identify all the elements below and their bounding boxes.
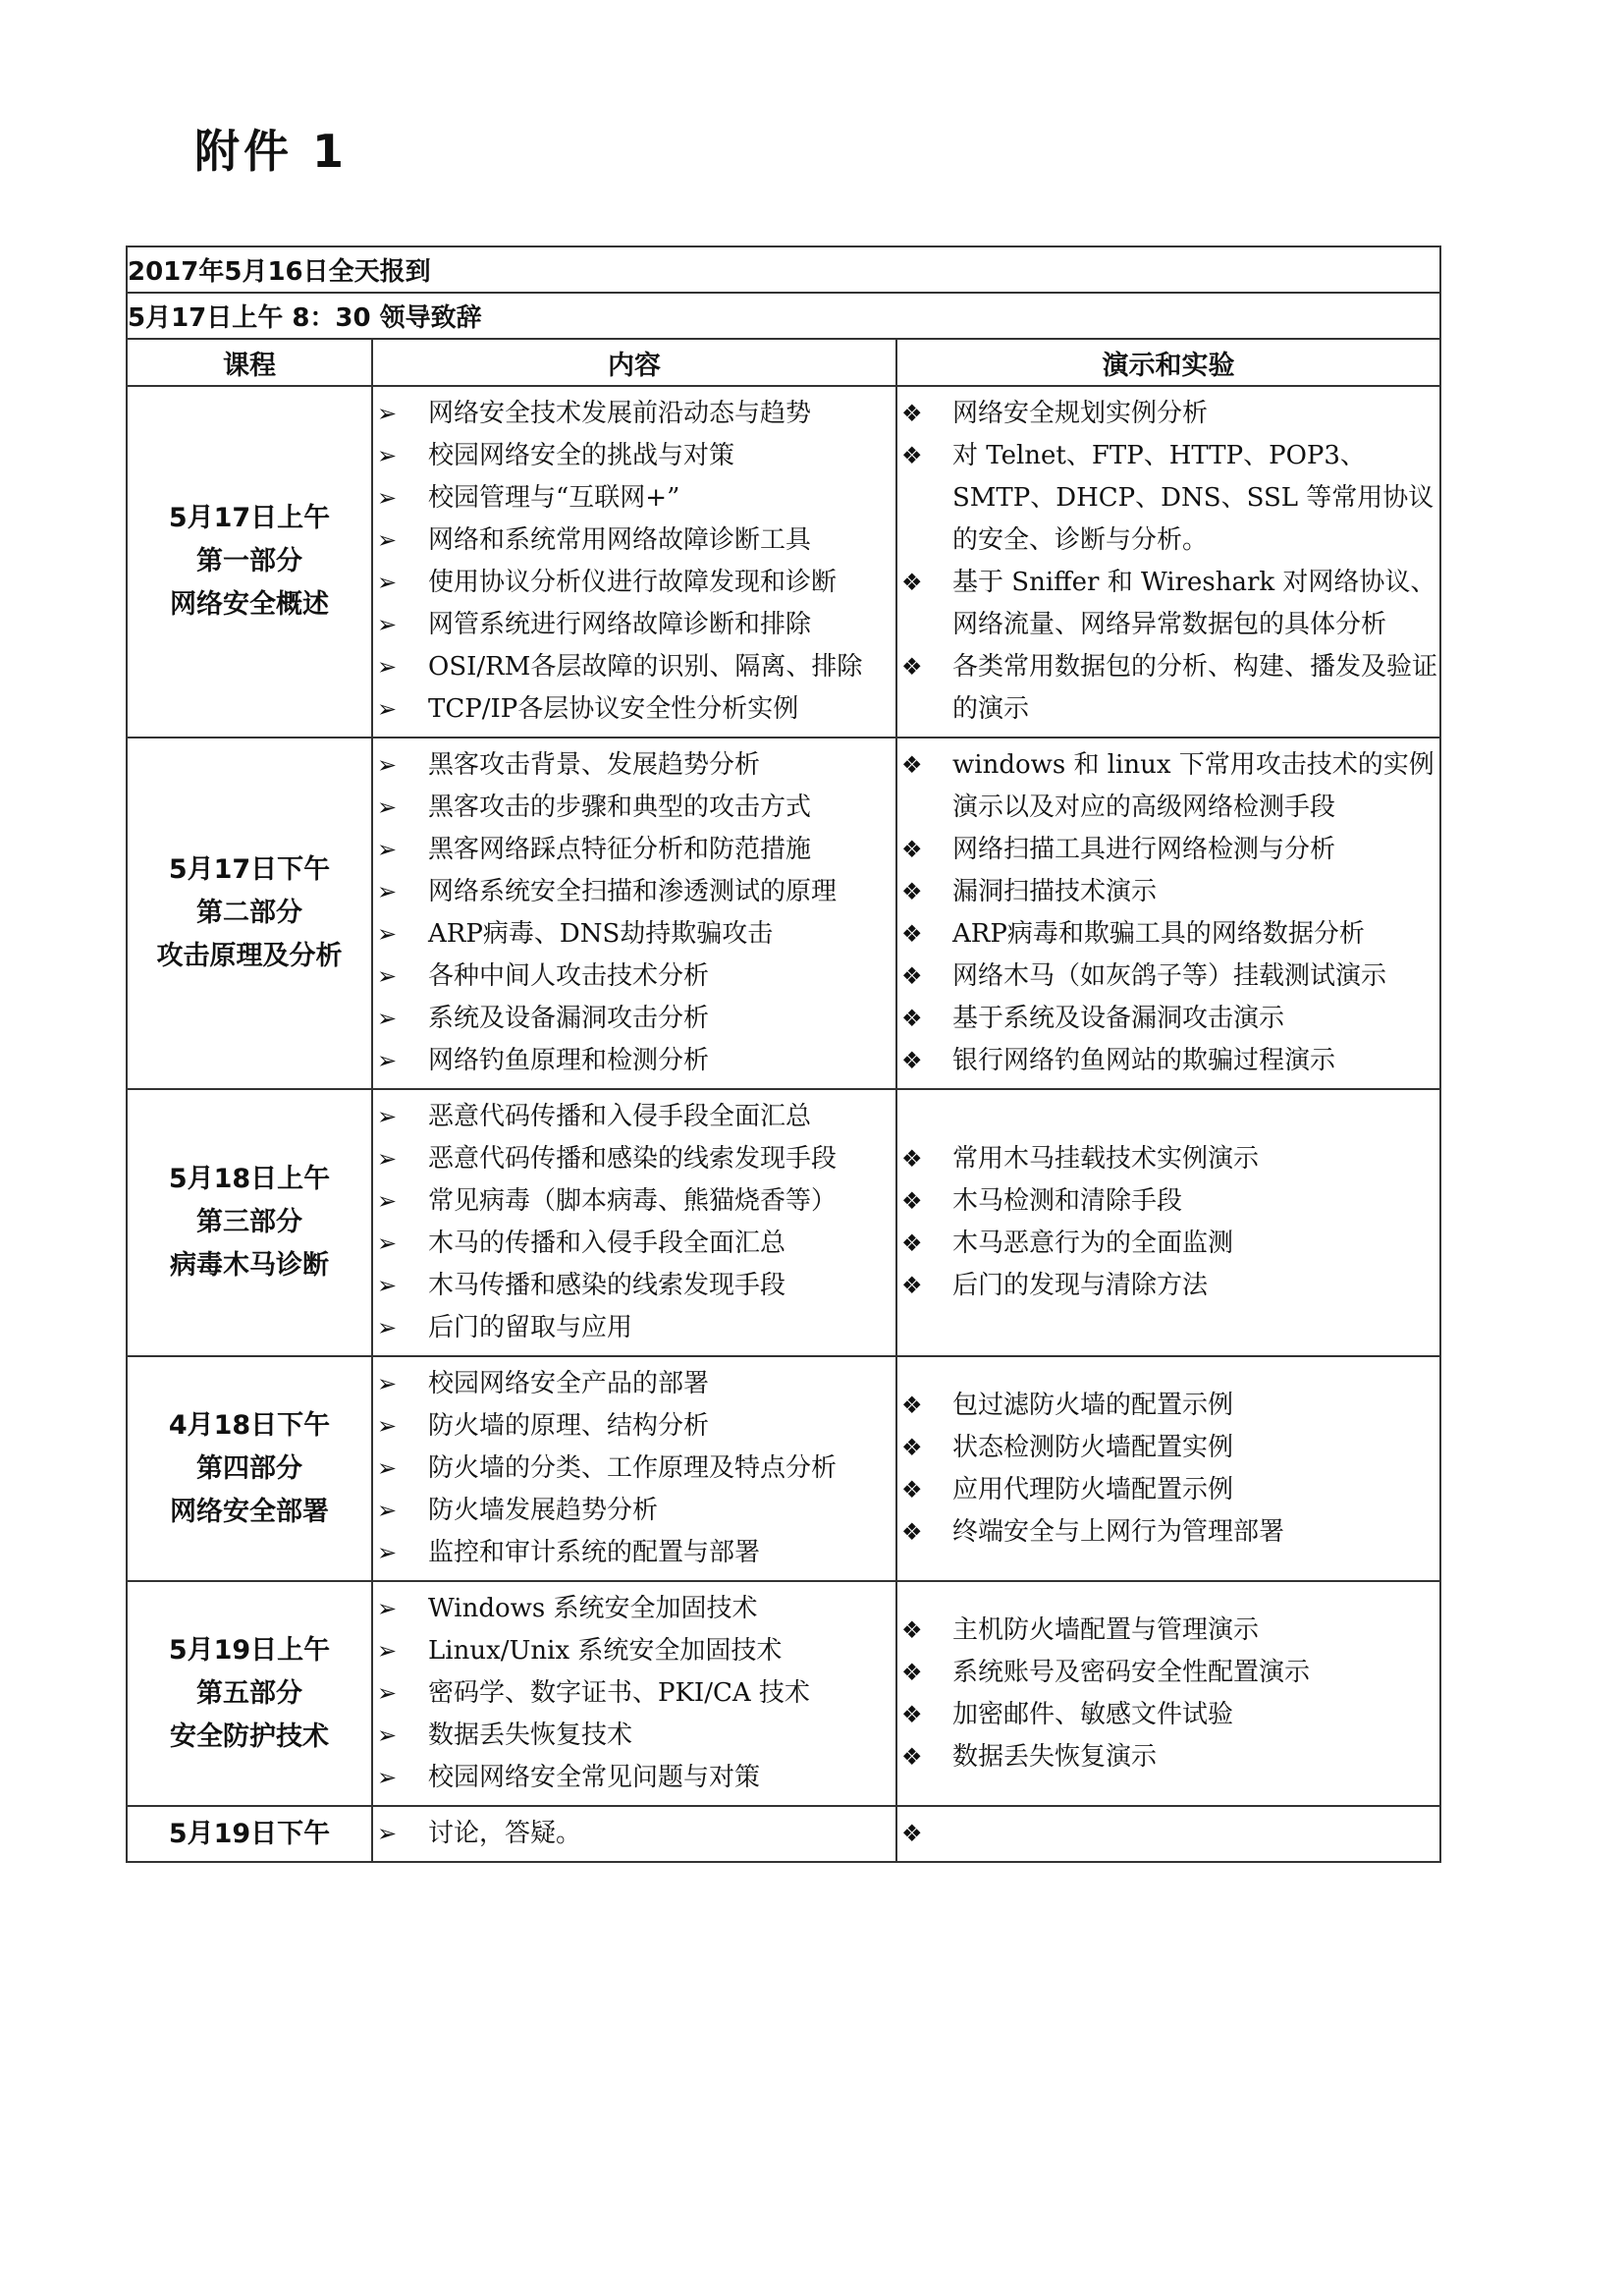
demo-item <box>901 1736 1439 1778</box>
content-list <box>373 1357 895 1580</box>
arrowhead-bullet-icon: ➢ <box>377 1370 398 1397</box>
demo-item <box>901 1265 1439 1307</box>
demo-item <box>901 1813 1439 1855</box>
content-item <box>377 519 895 562</box>
content-list <box>373 738 895 1088</box>
demo-item <box>901 913 1439 956</box>
session-cell <box>127 1581 372 1806</box>
session-time: 4月18日下午 <box>168 1409 331 1441</box>
arrowhead-bullet-icon: ➢ <box>377 962 398 990</box>
demo-item <box>901 1223 1439 1265</box>
content-cell <box>372 1806 896 1862</box>
content-item <box>377 688 895 731</box>
session-cell <box>127 386 372 738</box>
demo-list <box>897 1604 1439 1784</box>
content-cell <box>372 738 896 1089</box>
diamond-bullet-icon: ❖ <box>901 1615 923 1644</box>
demo-item-text: 常用木马挂载技术实例演示 <box>952 1144 1260 1174</box>
demo-item-text: 加密邮件、敏感文件试验 <box>952 1699 1234 1729</box>
diamond-bullet-icon: ❖ <box>901 1517 923 1546</box>
content-item <box>377 1757 895 1799</box>
arrowhead-bullet-icon: ➢ <box>377 569 398 596</box>
demo-item <box>901 1040 1439 1082</box>
content-item <box>377 1672 895 1715</box>
content-item <box>377 1448 895 1490</box>
content-cell <box>372 1356 896 1581</box>
content-item-text: 木马传播和感染的线索发现手段 <box>428 1271 786 1300</box>
demo-cell <box>896 1089 1440 1356</box>
content-item <box>377 1813 895 1855</box>
arrowhead-bullet-icon: ➢ <box>377 1187 398 1215</box>
demo-item-text: 木马检测和清除手段 <box>952 1186 1183 1216</box>
demo-item-text: windows 和 linux 下常用攻击技术的实例演示以及对应的高级网络检测手段 <box>952 750 1435 822</box>
content-item-text: 黑客网络踩点特征分析和防范措施 <box>428 835 812 864</box>
arrowhead-bullet-icon: ➢ <box>377 1272 398 1299</box>
content-item <box>377 604 895 646</box>
opening-text: 5月17日上午 8：30 领导致辞 <box>127 293 1440 339</box>
content-cell <box>372 386 896 738</box>
session-part: 第三部分 <box>196 1207 302 1237</box>
header-demo: 演示和实验 <box>896 339 1440 386</box>
content-item <box>377 1588 895 1630</box>
content-item <box>377 744 895 787</box>
content-item-text: 网络系统安全扫描和渗透测试的原理 <box>428 877 838 906</box>
diamond-bullet-icon: ❖ <box>901 1047 923 1074</box>
header-session: 课程 <box>127 339 372 386</box>
demo-item-text: 包过滤防火墙的配置示例 <box>952 1390 1234 1420</box>
content-item-text: 讨论，答疑。 <box>428 1819 582 1848</box>
content-item <box>377 871 895 913</box>
content-list <box>373 1807 895 1861</box>
demo-cell <box>896 1806 1440 1862</box>
content-item <box>377 1715 895 1757</box>
arrowhead-bullet-icon: ➢ <box>377 1539 398 1566</box>
content-item <box>377 1490 895 1532</box>
arrowhead-bullet-icon: ➢ <box>377 1722 398 1749</box>
demo-item-text: 对 Telnet、FTP、HTTP、POP3、SMTP、DHCP、DNS、SSL 等常用协议的安全、诊断与分析。 <box>952 441 1435 555</box>
content-item <box>377 1363 895 1405</box>
diamond-bullet-icon: ❖ <box>901 1005 923 1032</box>
arrowhead-bullet-icon: ➢ <box>377 1145 398 1173</box>
content-item-text: 网络钓鱼原理和检测分析 <box>428 1046 710 1075</box>
demo-item <box>901 562 1439 646</box>
arrowhead-bullet-icon: ➢ <box>377 1820 398 1847</box>
demo-list <box>897 1379 1439 1559</box>
demo-list <box>897 738 1439 1088</box>
content-item <box>377 1138 895 1180</box>
diamond-bullet-icon: ❖ <box>901 878 923 905</box>
session-time: 5月17日下午 <box>168 854 331 885</box>
content-item <box>377 1532 895 1574</box>
demo-item <box>901 1427 1439 1469</box>
arrowhead-bullet-icon: ➢ <box>377 1497 398 1524</box>
demo-cell <box>896 1356 1440 1581</box>
demo-item-text: 后门的发现与清除方法 <box>952 1271 1209 1300</box>
page-heading: 附件 1 <box>194 125 349 178</box>
arrowhead-bullet-icon: ➢ <box>377 1595 398 1622</box>
content-item <box>377 1096 895 1138</box>
diamond-bullet-icon: ❖ <box>901 1700 923 1728</box>
demo-item-text: 各类常用数据包的分析、构建、播发及验证的演示 <box>952 652 1438 724</box>
content-item-text: 校园管理与“互联网+” <box>428 483 680 513</box>
content-list <box>373 1090 895 1355</box>
content-item-text: 各种中间人攻击技术分析 <box>428 961 710 991</box>
arrowhead-bullet-icon: ➢ <box>377 695 398 723</box>
demo-item-text: ARP病毒和欺骗工具的网络数据分析 <box>952 919 1365 949</box>
diamond-bullet-icon: ❖ <box>901 962 923 990</box>
demo-cell <box>896 738 1440 1089</box>
content-item <box>377 1223 895 1265</box>
demo-list <box>897 387 1439 737</box>
diamond-bullet-icon: ❖ <box>901 836 923 863</box>
schedule-table <box>126 246 1441 1863</box>
diamond-bullet-icon: ❖ <box>901 1145 923 1173</box>
opening-row <box>127 293 1440 339</box>
content-item-text: 后门的留取与应用 <box>428 1313 633 1342</box>
demo-item <box>901 1180 1439 1223</box>
demo-list <box>897 1132 1439 1313</box>
content-item <box>377 562 895 604</box>
content-list <box>373 387 895 737</box>
column-header-row <box>127 339 1440 386</box>
arrowhead-bullet-icon: ➢ <box>377 920 398 948</box>
demo-item <box>901 393 1439 435</box>
content-item <box>377 998 895 1040</box>
demo-item-text: 漏洞扫描技术演示 <box>952 877 1158 906</box>
content-item-text: 木马的传播和入侵手段全面汇总 <box>428 1229 786 1258</box>
content-item-text: 黑客攻击的步骤和典型的攻击方式 <box>428 793 812 822</box>
content-item <box>377 787 895 829</box>
arrowhead-bullet-icon: ➢ <box>377 1047 398 1074</box>
session-part: 第五部分 <box>196 1677 302 1709</box>
content-cell <box>372 1581 896 1806</box>
content-item-text: 使用协议分析仪进行故障发现和诊断 <box>428 568 838 597</box>
demo-item <box>901 1694 1439 1736</box>
content-item <box>377 1265 895 1307</box>
content-item-text: Linux/Unix 系统安全加固技术 <box>428 1636 783 1666</box>
arrowhead-bullet-icon: ➢ <box>377 1454 398 1482</box>
demo-item <box>901 435 1439 562</box>
diamond-bullet-icon: ❖ <box>901 1391 923 1419</box>
arrowhead-bullet-icon: ➢ <box>377 878 398 905</box>
content-item-text: Windows 系统安全加固技术 <box>428 1594 758 1623</box>
content-item-text: 网管系统进行网络故障诊断和排除 <box>428 610 812 639</box>
arrowhead-bullet-icon: ➢ <box>377 1005 398 1032</box>
demo-item-text: 数据丢失恢复演示 <box>952 1741 1158 1772</box>
demo-item-text: 主机防火墙配置与管理演示 <box>952 1614 1260 1645</box>
content-item-text: 防火墙发展趋势分析 <box>428 1496 659 1525</box>
arrowhead-bullet-icon: ➢ <box>377 836 398 863</box>
content-item-text: OSI/RM各层故障的识别、隔离、排除 <box>428 652 863 682</box>
arrowhead-bullet-icon: ➢ <box>377 1412 398 1440</box>
session-row <box>127 386 1440 738</box>
content-item <box>377 477 895 519</box>
diamond-bullet-icon: ❖ <box>901 1475 923 1503</box>
content-item <box>377 435 895 477</box>
content-item-text: 校园网络安全常见问题与对策 <box>428 1763 761 1792</box>
arrowhead-bullet-icon: ➢ <box>377 1314 398 1341</box>
content-item-text: 常见病毒（脚本病毒、熊猫烧香等） <box>428 1186 838 1216</box>
demo-item-text: 银行网络钓鱼网站的欺骗过程演示 <box>952 1046 1336 1075</box>
demo-item-text: 木马恶意行为的全面监测 <box>952 1229 1234 1258</box>
arrowhead-bullet-icon: ➢ <box>377 442 398 469</box>
demo-item <box>901 998 1439 1040</box>
demo-item <box>901 871 1439 913</box>
demo-cell <box>896 386 1440 738</box>
content-cell <box>372 1089 896 1356</box>
diamond-bullet-icon: ❖ <box>901 1742 923 1771</box>
registration-text: 2017年5月16日全天报到 <box>127 246 1440 293</box>
session-row <box>127 1581 1440 1806</box>
content-item <box>377 956 895 998</box>
demo-item <box>901 1469 1439 1511</box>
session-row <box>127 738 1440 1089</box>
demo-item-text: 基于 Sniffer 和 Wireshark 对网络协议、网络流量、网络异常数据包的具体分析 <box>952 568 1436 639</box>
demo-item <box>901 1652 1439 1694</box>
diamond-bullet-icon: ❖ <box>901 920 923 948</box>
demo-cell <box>896 1581 1440 1806</box>
demo-item-text: 系统账号及密码安全性配置演示 <box>952 1657 1311 1687</box>
content-item-text: 监控和审计系统的配置与部署 <box>428 1538 761 1567</box>
content-item <box>377 646 895 688</box>
diamond-bullet-icon: ❖ <box>901 1658 923 1686</box>
content-item-text: 黑客攻击背景、发展趋势分析 <box>428 750 761 780</box>
content-item <box>377 829 895 871</box>
content-item <box>377 393 895 435</box>
content-item <box>377 1180 895 1223</box>
diamond-bullet-icon: ❖ <box>901 1187 923 1215</box>
demo-list <box>897 1807 1439 1861</box>
arrowhead-bullet-icon: ➢ <box>377 793 398 821</box>
content-item <box>377 1307 895 1349</box>
demo-item <box>901 744 1439 829</box>
session-time: 5月18日上午 <box>168 1164 331 1194</box>
content-item-text: 系统及设备漏洞攻击分析 <box>428 1004 710 1033</box>
session-topic: 网络安全概述 <box>170 589 329 620</box>
demo-item-text: 终端安全与上网行为管理部署 <box>952 1516 1285 1547</box>
content-item-text: ARP病毒、DNS劫持欺骗攻击 <box>428 919 774 949</box>
session-row <box>127 1089 1440 1356</box>
content-item <box>377 1630 895 1672</box>
content-item-text: 校园网络安全产品的部署 <box>428 1369 710 1398</box>
content-item <box>377 913 895 956</box>
arrowhead-bullet-icon: ➢ <box>377 1103 398 1130</box>
arrowhead-bullet-icon: ➢ <box>377 484 398 512</box>
session-time: 5月19日上午 <box>168 1634 331 1666</box>
session-time: 5月17日上午 <box>168 503 331 533</box>
content-item-text: 数据丢失恢复技术 <box>428 1721 633 1750</box>
demo-item-text: 基于系统及设备漏洞攻击演示 <box>952 1004 1285 1033</box>
demo-item <box>901 1610 1439 1652</box>
content-item <box>377 1040 895 1082</box>
content-item-text: 防火墙的原理、结构分析 <box>428 1411 710 1441</box>
session-cell <box>127 738 372 1089</box>
session-time: 5月19日下午 <box>168 1818 331 1849</box>
session-cell <box>127 1806 372 1862</box>
demo-item-text: 应用代理防火墙配置示例 <box>952 1474 1234 1504</box>
session-cell <box>127 1356 372 1581</box>
demo-item-text: 状态检测防火墙配置实例 <box>952 1432 1234 1462</box>
content-item-text: 恶意代码传播和入侵手段全面汇总 <box>428 1102 812 1131</box>
arrowhead-bullet-icon: ➢ <box>377 1230 398 1257</box>
content-item-text: 防火墙的分类、工作原理及特点分析 <box>428 1453 838 1483</box>
diamond-bullet-icon: ❖ <box>901 400 923 427</box>
arrowhead-bullet-icon: ➢ <box>377 1764 398 1791</box>
session-part: 第二部分 <box>196 898 302 928</box>
diamond-bullet-icon: ❖ <box>901 569 923 596</box>
demo-item <box>901 1138 1439 1180</box>
demo-item <box>901 1385 1439 1427</box>
session-row <box>127 1356 1440 1581</box>
demo-item-text: 网络扫描工具进行网络检测与分析 <box>952 835 1336 864</box>
content-item-text: 校园网络安全的挑战与对策 <box>428 441 735 470</box>
session-part: 第四部分 <box>196 1452 302 1484</box>
diamond-bullet-icon: ❖ <box>901 442 923 469</box>
demo-item <box>901 1511 1439 1554</box>
diamond-bullet-icon: ❖ <box>901 1820 923 1847</box>
arrowhead-bullet-icon: ➢ <box>377 1679 398 1707</box>
diamond-bullet-icon: ❖ <box>901 1272 923 1299</box>
diamond-bullet-icon: ❖ <box>901 1433 923 1461</box>
diamond-bullet-icon: ❖ <box>901 1230 923 1257</box>
session-topic: 攻击原理及分析 <box>156 941 343 971</box>
demo-item-text: 网络安全规划实例分析 <box>952 399 1209 428</box>
registration-row <box>127 246 1440 293</box>
demo-item <box>901 956 1439 998</box>
demo-item-text: 网络木马（如灰鸽子等）挂载测试演示 <box>952 961 1387 991</box>
session-part: 第一部分 <box>196 546 302 576</box>
header-content: 内容 <box>372 339 896 386</box>
session-topic: 安全防护技术 <box>170 1721 329 1752</box>
arrowhead-bullet-icon: ➢ <box>377 751 398 779</box>
session-topic: 病毒木马诊断 <box>170 1250 329 1281</box>
content-item-text: TCP/IP各层协议安全性分析实例 <box>428 694 799 724</box>
content-item-text: 密码学、数字证书、PKI/CA 技术 <box>428 1678 810 1708</box>
demo-item <box>901 829 1439 871</box>
content-item <box>377 1405 895 1448</box>
content-list <box>373 1582 895 1805</box>
demo-item <box>901 646 1439 731</box>
diamond-bullet-icon: ❖ <box>901 653 923 681</box>
arrowhead-bullet-icon: ➢ <box>377 1637 398 1665</box>
session-topic: 网络安全部署 <box>170 1496 329 1527</box>
content-item-text: 恶意代码传播和感染的线索发现手段 <box>428 1144 838 1174</box>
session-row <box>127 1806 1440 1862</box>
content-item-text: 网络安全技术发展前沿动态与趋势 <box>428 399 812 428</box>
arrowhead-bullet-icon: ➢ <box>377 400 398 427</box>
content-item-text: 网络和系统常用网络故障诊断工具 <box>428 525 812 555</box>
arrowhead-bullet-icon: ➢ <box>377 653 398 681</box>
arrowhead-bullet-icon: ➢ <box>377 611 398 638</box>
arrowhead-bullet-icon: ➢ <box>377 526 398 554</box>
session-cell <box>127 1089 372 1356</box>
diamond-bullet-icon: ❖ <box>901 751 923 779</box>
